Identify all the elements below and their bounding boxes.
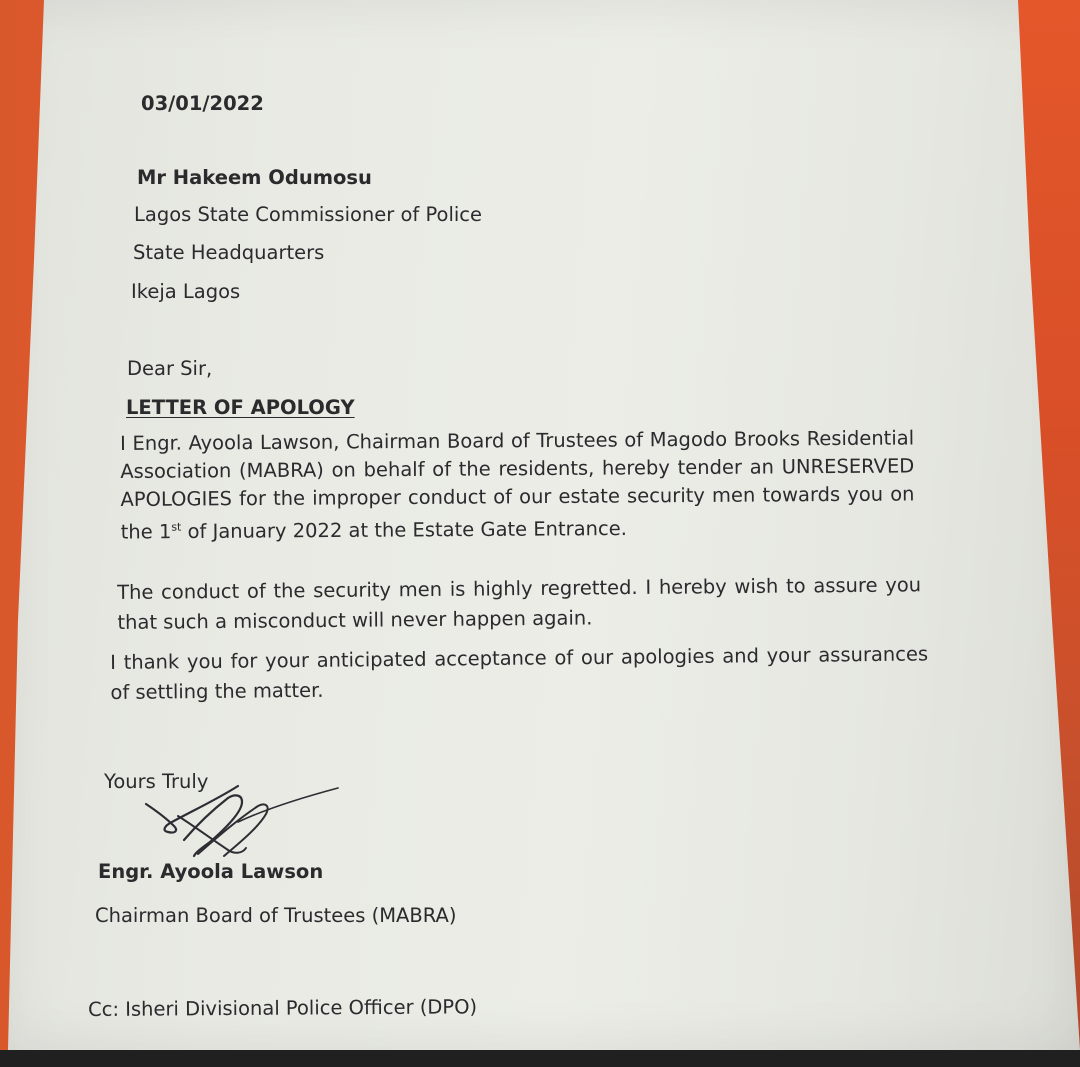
signatory-name: Engr. Ayoola Lawson [98,860,324,883]
recipient-name: Mr Hakeem Odumosu [137,166,372,189]
paragraph-apology-text: I Engr. Ayoola Lawson, Chairman Board of Trustees of Magodo Brooks Residential Association (MABRA) on behalf of the residents, hereby tender an UNRESERVED APOLOGIES for the improper conduct of our estate security men towards you on the 1 [120,426,915,544]
paragraph-apology-end: of January 2022 at the Estate Gate Entrance. [181,516,627,544]
bottom-dark-edge [0,1050,1080,1067]
paragraph-apology [120,424,915,546]
recipient-office: State Headquarters [133,241,325,264]
signatory-title: Chairman Board of Trustees (MABRA) [95,904,457,927]
paragraph-regret: The conduct of the security men is highly regretted. I hereby wish to assure you that such a misconduct will never happen again. [117,573,922,634]
paragraph-thanks: I thank you for your anticipated acceptance of our apologies and your assurances of settling the matter. [110,642,929,704]
letter-subject: LETTER OF APOLOGY [126,396,355,419]
salutation: Dear Sir, [127,357,213,380]
ordinal-suffix: st [171,520,182,534]
closing: Yours Truly [104,770,209,793]
letter-date: 03/01/2022 [141,92,264,115]
cc-line: Cc: Isheri Divisional Police Officer (DPO) [87,995,478,1021]
recipient-city: Ikeja Lagos [131,280,241,303]
recipient-title: Lagos State Commissioner of Police [134,203,483,226]
